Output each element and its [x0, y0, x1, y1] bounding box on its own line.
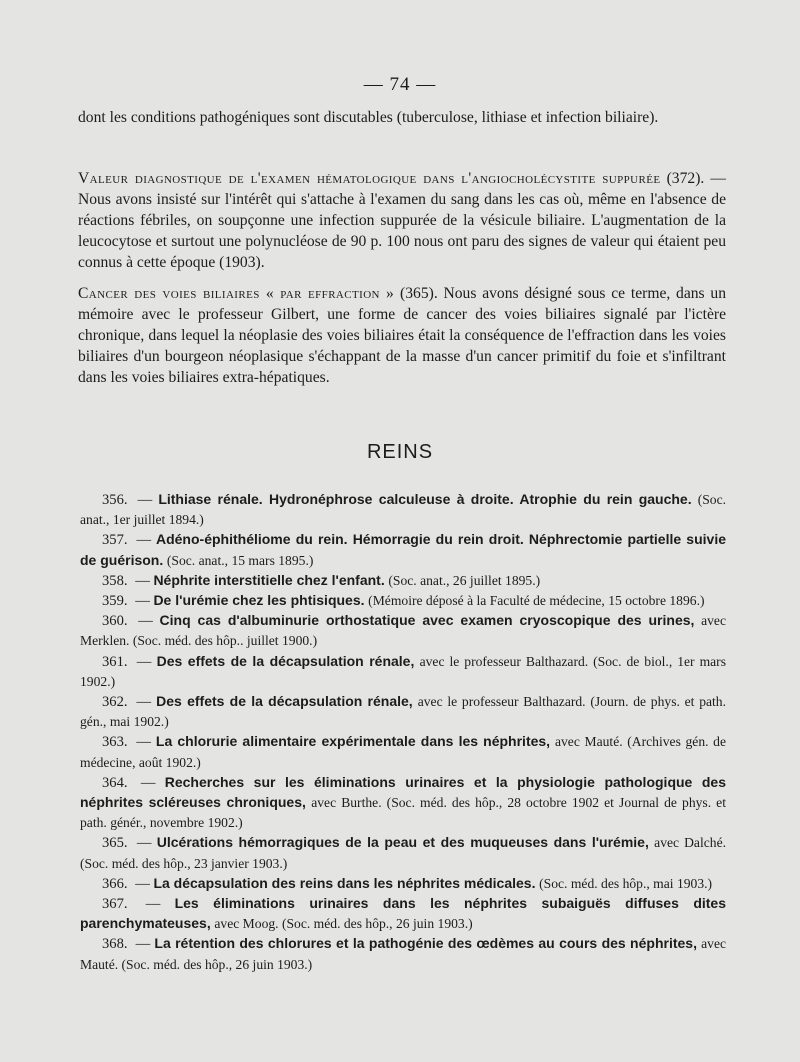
- entry-number: 356.: [102, 492, 128, 508]
- entry-reference: avec Mauté. (Archives gén. de médecine, août 1902.): [80, 734, 727, 770]
- paragraph-body: (365). Nous avons désigné sous ce terme, dans un mémoire avec le professeur Gilbert, une forme de cancer des voies biliaires signalé par l'ictère chronique, dans lequel la néoplasie des voies biliaires était la conséquence de l'effraction dans les voies biliaires d'un bourgeon néoplasique s'échappant de la masse d'un cancer primitif du foie et s'infiltrant dans les voies biliaires extra-hépatiques.: [78, 285, 726, 386]
- entry-number: 366.: [102, 875, 128, 892]
- entry-number: 362.: [102, 694, 128, 711]
- paragraph-heading: Valeur diagnostique de l'examen hématologique dans l'angiocholécystite suppurée: [78, 170, 661, 187]
- bibliography-entry: 362. — Des effets de la décapsulation rénale, avec le professeur Balthazard. (Journ. de phys. et path. gén., mai 1902.): [80, 693, 727, 730]
- section-title: REINS: [366, 441, 434, 463]
- bibliography-entry: 356. — Lithiase rénale. Hydronéphrose calculeuse à droite. Atrophie du rein gauche. (Soc. anat., 1er juillet 1894.): [80, 491, 727, 528]
- entry-number: 359.: [102, 593, 128, 610]
- entry-title: Les éliminations urinaires dans les néphrites subaiguës diffuses dites parenchymateuses,: [80, 895, 726, 932]
- entry-title: Adéno-éphithéliome du rein. Hémorragie du rein droit. Néphrectomie partielle suivie de guérison.: [80, 531, 726, 568]
- bibliography-entry: 368. — La rétention des chlorures et la pathogénie des œdèmes au cours des néphrites, avec Mauté. (Soc. méd. des hôp., 26 juin 1903.): [80, 935, 727, 972]
- entry-reference: (Soc. anat., 26 juillet 1895.): [388, 572, 541, 588]
- bibliography-entry: 367. — Les éliminations urinaires dans les néphrites subaiguës diffuses dites parenchymateuses, avec Moog. (Soc. méd. des hôp., 26 juin 1903.): [80, 895, 726, 932]
- entry-number: 358.: [102, 572, 128, 589]
- paragraph-cancer: [78, 283, 726, 388]
- entry-title: De l'urémie chez les phtisiques.: [153, 592, 365, 609]
- paragraph-heading: Cancer des voies biliaires « par effraction »: [78, 285, 395, 302]
- entry-reference: avec Merklen. (Soc. méd. des hôp.. juillet 1900.): [80, 613, 726, 649]
- entry-number: 365.: [102, 835, 128, 852]
- entry-number: 363.: [102, 734, 128, 751]
- entry-number: 360.: [102, 613, 128, 630]
- entry-reference: (Mémoire déposé à la Faculté de médecine, 15 octobre 1896.): [368, 593, 705, 609]
- bibliography-entry: 366. — La décapsulation des reins dans les néphrites médicales. (Soc. méd. des hôp., mai 1903.): [102, 874, 713, 892]
- entry-reference: (Soc. anat., 1er juillet 1894.): [80, 492, 727, 528]
- entry-title: Des effets de la décapsulation rénale,: [156, 693, 413, 710]
- bibliography-entry: 363. — La chlorurie alimentaire expérimentale dans les néphrites, avec Mauté. (Archives gén. de médecine, août 1902.): [80, 733, 727, 770]
- entry-title: La décapsulation des reins dans les néphrites médicales.: [153, 874, 536, 891]
- entry-title: Néphrite interstitielle chez l'enfant.: [153, 571, 385, 588]
- entry-title: Cinq cas d'albuminurie orthostatique avec examen cryoscopique des urines,: [159, 612, 695, 629]
- paragraph-body: (372). — Nous avons insisté sur l'intérêt qui s'attache à l'examen du sang dans les cas où, même en l'absence de réactions fébriles, on soupçonne une infection suppurée de la vésicule biliaire. L'augmentation de la leucocytose et surtout une polynucléose de 90 p. 100 nous ont paru des signes de valeur qui étaient peu connus à cette époque (1903).: [78, 170, 727, 271]
- bibliography-entry: 357. — Adéno-éphithéliome du rein. Hémorragie du rein droit. Néphrectomie partielle suivie de guérison. (Soc. anat., 15 mars 1895.): [80, 531, 726, 568]
- entry-number: 361.: [102, 653, 128, 670]
- entry-title: Recherches sur les éliminations urinaires et la physiologie pathologique des néphrites scléreuses chroniques,: [80, 773, 726, 811]
- page-number: — 74 —: [363, 74, 437, 95]
- entry-title: La chlorurie alimentaire expérimentale dans les néphrites,: [155, 733, 551, 750]
- entry-title: Des effets de la décapsulation rénale,: [156, 652, 415, 669]
- entry-reference: (Soc. anat., 15 mars 1895.): [166, 552, 314, 568]
- bibliography-entry: 358. — Néphrite interstitielle chez l'enfant. (Soc. anat., 26 juillet 1895.): [102, 571, 541, 589]
- entry-number: 368.: [102, 936, 128, 953]
- bibliography-entry: 364. — Recherches sur les éliminations urinaires et la physiologie pathologique des néphrites scléreuses chroniques, avec Burthe. (Soc. méd. des hôp., 28 octobre 1902 et Journal de phys. et path. génér., novembre 1902.): [80, 773, 726, 831]
- entry-reference: avec le professeur Balthazard. (Soc. de biol., 1er mars 1902.): [80, 653, 726, 689]
- entry-reference: avec le professeur Balthazard. (Journ. de phys. et path. gén., mai 1902.): [80, 694, 727, 730]
- entry-reference: avec Mauté. (Soc. méd. des hôp., 26 juin 1903.): [80, 936, 727, 972]
- bibliography-entry: 360. — Cinq cas d'albuminurie orthostatique avec examen cryoscopique des urines, avec Merklen. (Soc. méd. des hôp.. juillet 1900.): [80, 612, 726, 649]
- entry-number: 357.: [102, 532, 128, 549]
- entry-reference: avec Burthe. (Soc. méd. des hôp., 28 octobre 1902 et Journal de phys. et path. génér., novembre 1902.): [80, 795, 726, 831]
- entry-reference: avec Moog. (Soc. méd. des hôp., 26 juin 1903.): [214, 916, 473, 932]
- entry-title: Lithiase rénale. Hydronéphrose calculeuse à droite. Atrophie du rein gauche.: [158, 491, 692, 507]
- entry-reference: (Soc. méd. des hôp., mai 1903.): [539, 875, 713, 891]
- entry-reference: avec Dalché. (Soc. méd. des hôp., 23 janvier 1903.): [80, 835, 727, 871]
- bibliography-list: [80, 490, 726, 975]
- entry-title: La rétention des chlorures et la pathogénie des œdèmes au cours des néphrites,: [154, 935, 697, 952]
- entry-number: 364.: [102, 774, 128, 791]
- intro-paragraph: dont les conditions pathogéniques sont discutables (tuberculose, lithiase et infection biliaire).: [78, 109, 659, 126]
- bibliography-entry: 359. — De l'urémie chez les phtisiques. (Mémoire déposé à la Faculté de médecine, 15 octobre 1896.): [102, 592, 705, 610]
- bibliography-entry: 365. — Ulcérations hémorragiques de la peau et des muqueuses dans l'urémie, avec Dalché. (Soc. méd. des hôp., 23 janvier 1903.): [80, 834, 727, 871]
- entry-title: Ulcérations hémorragiques de la peau et des muqueuses dans l'urémie,: [156, 834, 649, 851]
- bibliography-entry: 361. — Des effets de la décapsulation rénale, avec le professeur Balthazard. (Soc. de biol., 1er mars 1902.): [80, 652, 726, 689]
- paragraph-hematology: [78, 168, 726, 273]
- entry-number: 367.: [102, 896, 128, 913]
